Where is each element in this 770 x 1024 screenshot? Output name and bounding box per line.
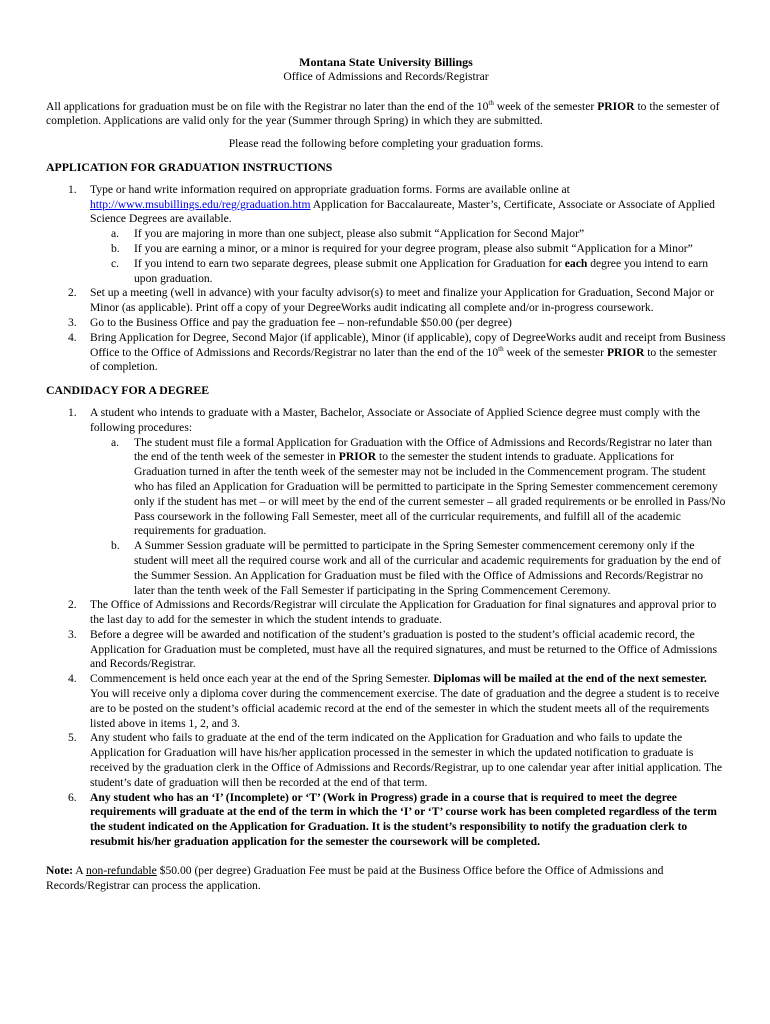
instruction-subitem-b: b. If you are earning a minor, or a minor is required for your degree program, please also submit “Application for a Minor” <box>111 241 693 255</box>
candidacy-subitem-a: a. The student must file a formal Application for Graduation with the Office of Admissions and Records/Registrar no later than the end of the tenth week of the semester in PRIOR to the semester the student intends to graduate. Applications for Graduation turned in after the tenth week of the semester may not be included in the Commencement program. The student who has filed an Application for Graduation will be permitted to participate in the Spring Semester commencement ceremony only if the student has met – or will meet by the end of the current semester – all graded requirements or be enrolled in Pass/No Pass coursework in the following Fall Semester, meet all of the curricular requirements, and fulfill all of the academic requirements for graduation. <box>111 435 726 538</box>
instructions-list <box>46 183 726 375</box>
candidacy-heading: CANDIDACY FOR A DEGREE <box>46 383 210 398</box>
candidacy-1-subitems <box>90 436 726 599</box>
intro-paragraph: All applications for graduation must be on file with the Registrar no later than the end of the 10th week of the semester PRIOR to the semester of completion. Applications are valid only for the year (Summer through Spring) in which they are submitted. <box>46 98 720 128</box>
candidacy-item-5: 5. Any student who fails to graduate at the end of the term indicated on the Application for Graduation and who fails to update the Application for Graduation will have his/her application processed in the semester in which the updated notification to graduate is received by the graduation clerk in the Office of Admissions and Records/Registrar, up to one calendar year after initial application. The student’s date of graduation will then be recorded at the end of that term. <box>68 731 723 789</box>
fee-note: Note: A non-refundable $50.00 (per degree) Graduation Fee must be paid at the Business Office before the Office of Admissions and Records/Registrar can process the application. <box>46 863 664 892</box>
document-page <box>46 55 726 893</box>
university-name: Montana State University Billings <box>299 55 473 69</box>
read-instructions-note: Please read the following before completing your graduation forms. <box>228 137 544 151</box>
candidacy-item-1: 1. A student who intends to graduate with a Master, Bachelor, Associate or Associate of Applied Science degree must comply with the following procedures: a. The student must file a formal Application for Graduation with the Office of Admissions and Records/Registrar no later than the end of the tenth week of the semester in PRIOR to the semester the student intends to graduate. Applications for Graduation turned in after the tenth week of the semester may not be included in the Commencement program. The student who has filed an Application for Graduation will be permitted to participate in the Spring Semester commencement ceremony only if the student has met – or will meet by the end of the current semester – all graded requirements or be enrolled in Pass/No Pass coursework in the following Fall Semester, meet all of the curricular requirements, and fulfill all of the academic requirements for graduation. b. A Summer Session graduate will be permitted to participate in the Spring Semester commencement ceremony only if the student will meet all the required course work and all of the curricular and academic requirements for graduation by the end of the Summer Session. An Application for Graduation must be filed with the Office of Admissions and Records/Registrar no later than the tenth week of the Fall Semester if participating in the Spring Commencement Ceremony. <box>68 405 726 597</box>
candidacy-item-6: 6. Any student who has an ‘I’ (Incomplete) or ‘T’ (Work in Progress) grade in a course that is required to meet the degree requirements will graduate at the end of the term in which the ‘I’ or ‘T’ course work has been completed regardless of the term the student indicated on the Application for Graduation. It is the student’s responsibility to notify the graduation clerk to resubmit his/her graduation application for the semester the coursework will be completed. <box>68 790 717 849</box>
instruction-item-2: 2. Set up a meeting (well in advance) with your faculty advisor(s) to meet and finalize your Application for Graduation, Second Major or Minor (as applicable). Print off a copy of your DegreeWorks audit indicating all complete and/or in-progress coursework. <box>68 286 714 315</box>
instruction-item-1: 1. Type or hand write information required on appropriate graduation forms. Forms are available online at http://www.msubillings.edu/reg/graduation.htm Application for Baccalaureate, Master’s, Certificate, Associate or Associate of Applied Science Degrees are available. a. If you are majoring in more than one subject, please also submit “Application for Second Major” b. If you are earning a minor, or a minor is required for your degree program, please also submit “Application for a Minor” c. If you intend to earn two separate degrees, please submit one Application for Graduation for each degree you intend to earn upon graduation. <box>46 183 726 287</box>
instruction-item-4: 4. Bring Application for Degree, Second Major (if applicable), Minor (if applicable), copy of DegreeWorks audit and receipt from Business Office to the Office of Admissions and Records/Registrar no later than the end of the 10th week of the semester PRIOR to the semester of completion. <box>68 330 726 374</box>
instruction-1-subitems <box>90 227 726 286</box>
office-name: Office of Admissions and Records/Registrar <box>283 69 489 83</box>
instruction-subitem-c: c. If you intend to earn two separate degrees, please submit one Application for Graduation for each degree you intend to earn upon graduation. <box>111 256 709 285</box>
instructions-heading: APPLICATION FOR GRADUATION INSTRUCTIONS <box>46 159 333 174</box>
instruction-subitem-a: a. If you are majoring in more than one subject, please also submit “Application for Second Major” <box>111 227 585 241</box>
graduation-forms-link[interactable]: http://www.msubillings.edu/reg/graduation.htm <box>90 197 311 211</box>
candidacy-item-2: 2. The Office of Admissions and Records/Registrar will circulate the Application for Graduation for final signatures and approval prior to the last day to add for the semester in which the student intends to graduate. <box>68 598 717 627</box>
candidacy-item-4: 4. Commencement is held once each year at the end of the Spring Semester. Diplomas will be mailed at the end of the next semester. You will receive only a diploma cover during the commencement exercise. The date of graduation and the degree a student is to receive are to be posted on the student’s official academic record at the end of the semester in which the student meets all of the requirements listed above in items 1, 2, and 3. <box>68 672 720 730</box>
candidacy-item-3: 3. Before a degree will be awarded and notification of the student’s graduation is posted to the student’s official academic record, the Application for Graduation must be completed, must have all the required signatures, and must be returned to the Office of Admissions and Records/Registrar. <box>68 627 717 671</box>
instruction-item-3: 3. Go to the Business Office and pay the graduation fee – non-refundable $50.00 (per degree) <box>68 315 512 329</box>
candidacy-subitem-b: b. A Summer Session graduate will be permitted to participate in the Spring Semester commencement ceremony only if the student will meet all the required course work and all of the curricular and academic requirements for graduation by the end of the Summer Session. An Application for Graduation must be filed with the Office of Admissions and Records/Registrar no later than the tenth week of the Fall Semester if participating in the Spring Commencement Ceremony. <box>111 539 721 597</box>
candidacy-list <box>46 406 726 850</box>
